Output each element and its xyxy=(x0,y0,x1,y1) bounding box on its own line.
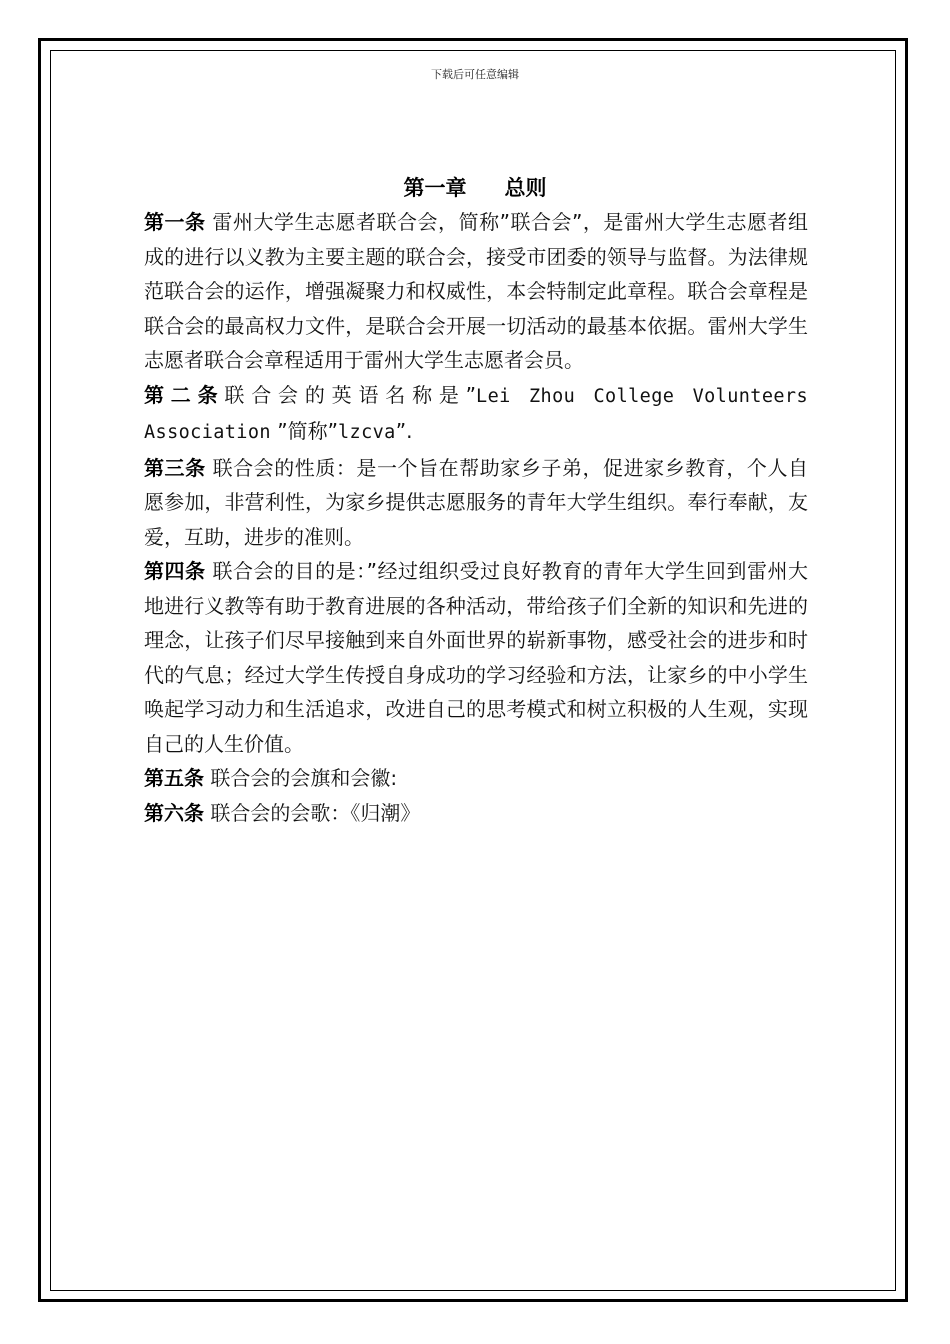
article-text: ”. xyxy=(395,419,413,443)
article-3 xyxy=(144,451,808,555)
article-label: 第六条 xyxy=(144,800,204,825)
article-text: 联合会的目的是：”经过组织受过良好教育的青年大学生回到雷州大地进行义教等有助于教育进展的各种活动，带给孩子们全新的知识和先进的理念，让孩子们尽早接触到来自外面世界的崭新事物，感受社会的进步和时代的气息；经过大学生传授自身成功的学习经验和方法，让家乡的中小学生唤起学习动力和生活追求，改进自己的思考模式和树立积极的人生观，实现自己的人生价值。 xyxy=(144,559,809,756)
article-4 xyxy=(144,554,808,761)
article-6 xyxy=(144,796,808,831)
article-text: 联合会的会旗和会徽: xyxy=(210,766,398,790)
article-text: 雷州大学生志愿者联合会，简称”联合会”，是雷州大学生志愿者组成的进行以义教为主要主题的联合会，接受市团委的领导与监督。为法律规范联合会的运作，增强凝聚力和权威性，本会特制定此章程。联合会章程是联合会的最高权力文件，是联合会开展一切活动的最基本依据。雷州大学生志愿者联合会章程适用于雷州大学生志愿者会员。 xyxy=(144,210,809,372)
english-name: Lei Zhou College Volunteers Association xyxy=(144,385,808,443)
chapter-title xyxy=(0,172,950,202)
article-label: 第二条 xyxy=(144,382,225,407)
article-label: 第一条 xyxy=(144,210,206,234)
abbreviation: lzcva xyxy=(338,422,396,443)
article-label: 第三条 xyxy=(144,455,206,480)
chapter-name: 总则 xyxy=(504,176,547,200)
article-label: 第四条 xyxy=(144,559,206,583)
article-2 xyxy=(144,378,808,451)
article-5 xyxy=(144,761,808,796)
article-text: 联合会的会歌：《归潮》 xyxy=(210,800,421,825)
document-body xyxy=(144,205,808,830)
article-text: 联合会的英语名称是” xyxy=(224,382,477,407)
header-note: 下载后可任意编辑 xyxy=(431,68,519,81)
article-1 xyxy=(144,205,808,378)
article-text: ”简称” xyxy=(270,419,339,443)
article-text: 联合会的性质：是一个旨在帮助家乡子弟，促进家乡教育，个人自愿参加，非营利性，为家乡提供志愿服务的青年大学生组织。奉行奉献，友爱，互助，进步的准则。 xyxy=(144,455,809,549)
chapter-number: 第一章 xyxy=(403,176,467,200)
article-label: 第五条 xyxy=(144,766,204,790)
